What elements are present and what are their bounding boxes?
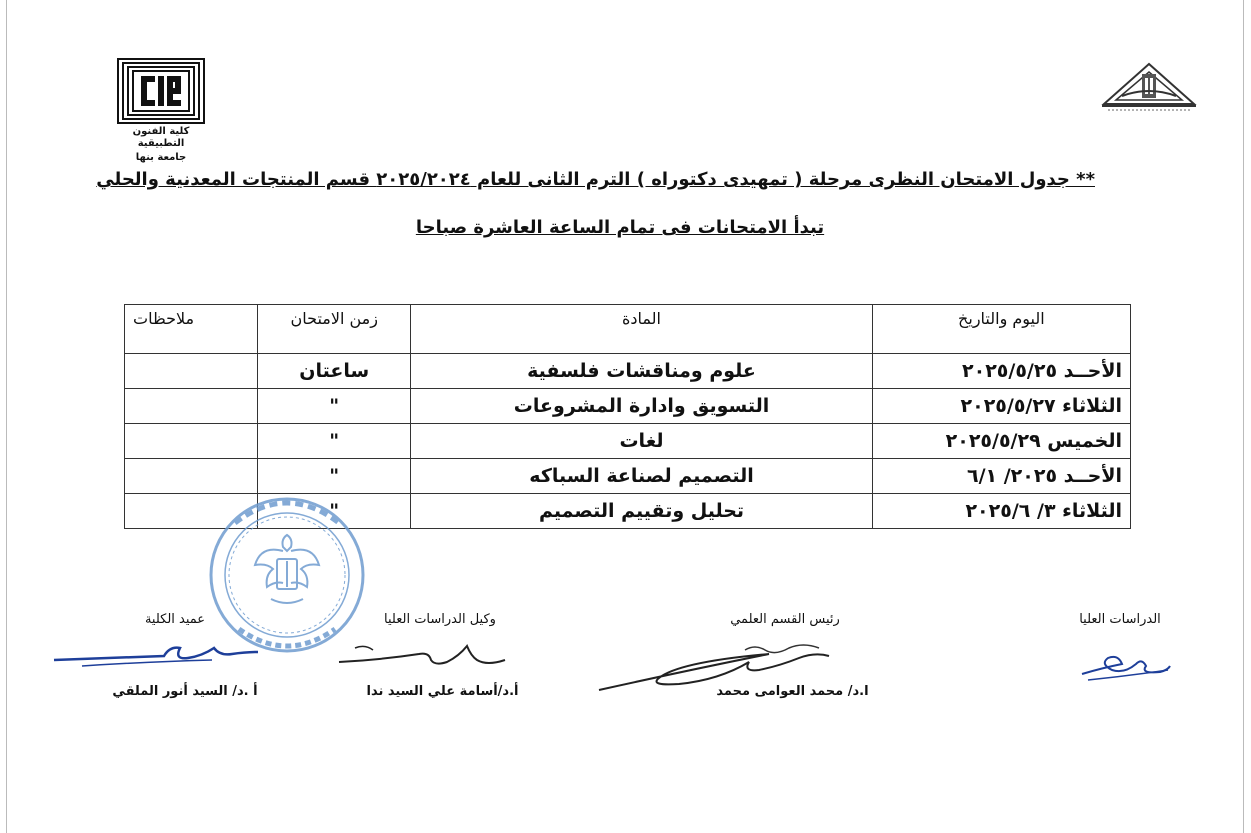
table-row	[125, 389, 1131, 424]
header-notes: ملاحظات	[125, 305, 258, 354]
dean-name: أ .د/ السيد أنور الملقي	[112, 684, 258, 699]
cell-date: الثلاثاء ٢٠٢٥/٥/٢٧	[872, 389, 1130, 424]
dept-head-name: ا.د/ محمد العوامى محمد	[716, 684, 869, 699]
header-date: اليوم والتاريخ	[872, 305, 1130, 354]
dean-signature	[52, 638, 260, 674]
table-row	[125, 354, 1131, 389]
cell-notes	[125, 354, 258, 389]
cell-subject: تحليل وتقييم التصميم	[411, 494, 872, 529]
university-name: جامعة بنها	[135, 152, 187, 163]
cell-subject: علوم ومناقشات فلسفية	[411, 354, 872, 389]
cell-subject: التصميم لصناعة السباكه	[411, 459, 872, 494]
grad-studies-signature	[1078, 640, 1173, 685]
cell-date: الثلاثاء ٣/ ٢٠٢٥/٦	[872, 494, 1130, 529]
cell-time: "	[258, 389, 411, 424]
table-header-row	[125, 305, 1131, 354]
vice-dean-name: أ.د/أسامة علي السيد ندا	[366, 684, 519, 699]
table-row	[125, 424, 1131, 459]
page-title: ** جدول الامتحان النظرى مرحلة ( تمهيدى دكتوراه ) الترم الثانى للعام ٢٠٢٥/٢٠٢٤ قسم المنتجات المعدنية والحلي	[96, 169, 1095, 190]
grad-studies-title: الدراسات العليا	[1079, 612, 1161, 627]
cell-date: الخميس ٢٠٢٥/٥/٢٩	[872, 424, 1130, 459]
cell-notes	[125, 459, 258, 494]
cell-date: الأحــد ٢٠٢٥/ ٦/١	[872, 459, 1130, 494]
dept-head-title: رئيس القسم العلمي	[730, 612, 840, 627]
dean-title: عميد الكلية	[144, 612, 206, 627]
eagle-icon	[255, 535, 319, 603]
vice-dean-title: وكيل الدراسات العليا	[384, 612, 496, 627]
header-time: زمن الامتحان	[258, 305, 411, 354]
cell-notes	[125, 389, 258, 424]
table-row	[125, 459, 1131, 494]
official-stamp	[205, 495, 370, 655]
faculty-emblem-icon	[117, 58, 205, 124]
cell-time: "	[258, 459, 411, 494]
university-logo	[1098, 60, 1200, 112]
cell-date: الأحــد ٢٠٢٥/٥/٢٥	[872, 354, 1130, 389]
cell-time: "	[258, 424, 411, 459]
cell-time: ساعتان	[258, 354, 411, 389]
vice-dean-signature	[335, 636, 510, 676]
cell-notes	[125, 424, 258, 459]
page-subtitle: تبدأ الامتحانات فى تمام الساعة العاشرة صباحا	[415, 217, 825, 238]
university-emblem-icon	[1098, 60, 1200, 112]
header-subject: المادة	[411, 305, 872, 354]
faculty-name: كلية الفنون التطبيقية	[132, 126, 190, 149]
cell-time: "	[258, 494, 411, 529]
cell-subject: التسويق وادارة المشروعات	[411, 389, 872, 424]
cell-subject: لغات	[411, 424, 872, 459]
faculty-logo	[112, 58, 210, 164]
